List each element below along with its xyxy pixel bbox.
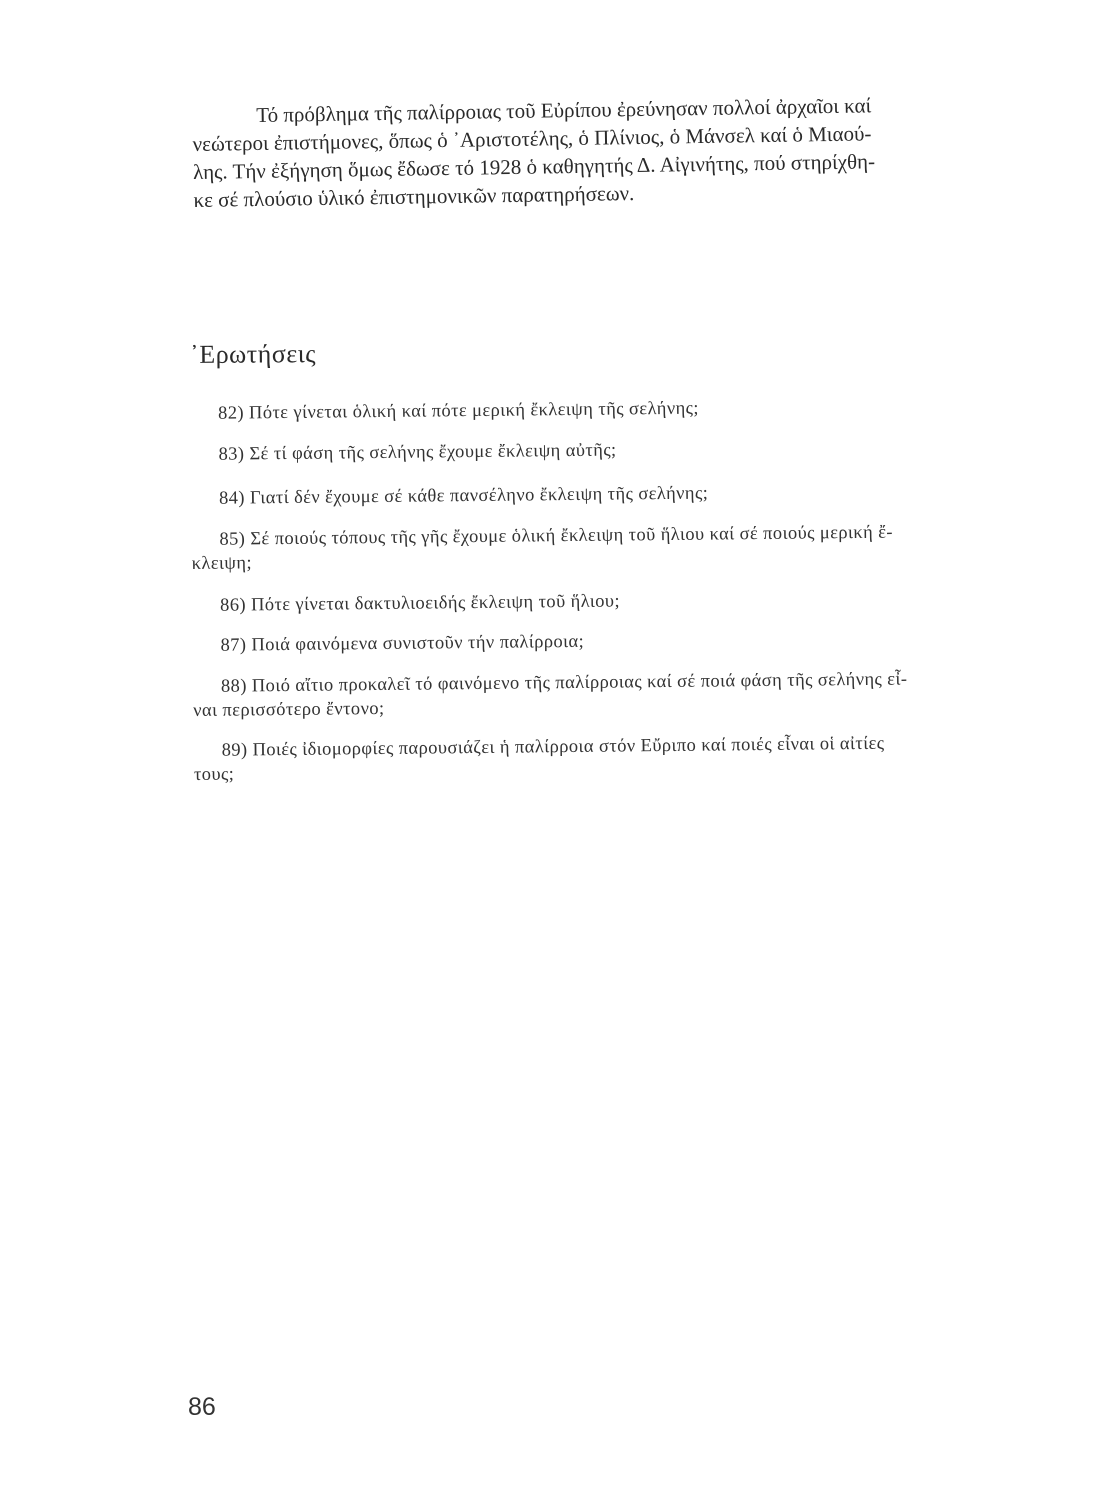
question-text: 83) Σέ τί φάση τῆς σελήνης ἔχουμε ἔκλειψη αὐτῆς; [218,440,617,465]
question-text: 86) Πότε γίνεται δακτυλιοειδής ἔκλειψη τοῦ ἥλιου; [220,591,621,616]
question-text: 85) Σέ ποιούς τόπους τῆς γῆς ἔχουμε ὁλική ἔκλειψη τοῦ ἥλιου καί σέ ποιούς μερική ἔ- [219,522,894,550]
questions-list [190,393,1054,787]
intro-line: Τό πρόβλημα τῆς παλίρροιας τοῦ Εὐρίπου ἐρεύνησαν πολλοί ἀρχαῖοι καί [256,93,872,127]
question-text: 84) Γιατί δέν ἔχουμε σέ κάθε πανσέληνο ἔκλειψη τῆς σελήνης; [218,483,709,509]
question-item [191,519,1051,576]
section-heading: ᾿Ερωτήσεις [190,339,317,369]
question-continuation: ναι περισσότερο ἔντονο; [193,698,385,721]
intro-line: νεώτεροι ἐπιστήμονες, ὅπως ὁ ᾿Αριστοτέλης, ὁ Πλίνιος, ὁ Μάνσελ καί ὁ Μιαού- [192,121,872,156]
question-continuation: τους; [193,764,235,785]
question-item [193,666,1053,723]
question-continuation: κλειψη; [191,553,253,574]
intro-line: λης. Τήν ἐξήγηση ὅμως ἔδωσε τό 1928 ὁ καθηγητής Δ. Αἰγινήτης, πού στηρίχθη- [192,149,876,184]
question-item [190,393,1050,426]
question-text: 89) Ποιές ἰδιομορφίες παρουσιάζει ἡ παλίρροια στόν Εὔριπο καί ποιές εἶναι οἱ αἰτίες [221,733,885,761]
question-item [194,730,1054,787]
question-text: 82) Πότε γίνεται ὁλική καί πότε μερική ἔκλειψη τῆς σελήνης; [218,398,700,424]
intro-line: κε σέ πλούσιο ὑλικό ἐπιστημονικῶν παρατηρήσεων. [193,181,635,212]
question-item [192,625,1052,658]
page-number: 86 [188,1393,216,1421]
question-text: 87) Ποιά φαινόμενα συνιστοῦν τήν παλίρροια; [220,631,585,656]
question-item [190,434,1050,467]
question-item [191,478,1051,511]
question-item [192,585,1052,618]
question-text: 88) Ποιό αἴτιο προκαλεῖ τό φαινόμενο τῆς παλίρροιας καί σέ ποιά φάση τῆς σελήνης εἶ- [220,669,908,697]
intro-paragraph [192,89,1040,214]
